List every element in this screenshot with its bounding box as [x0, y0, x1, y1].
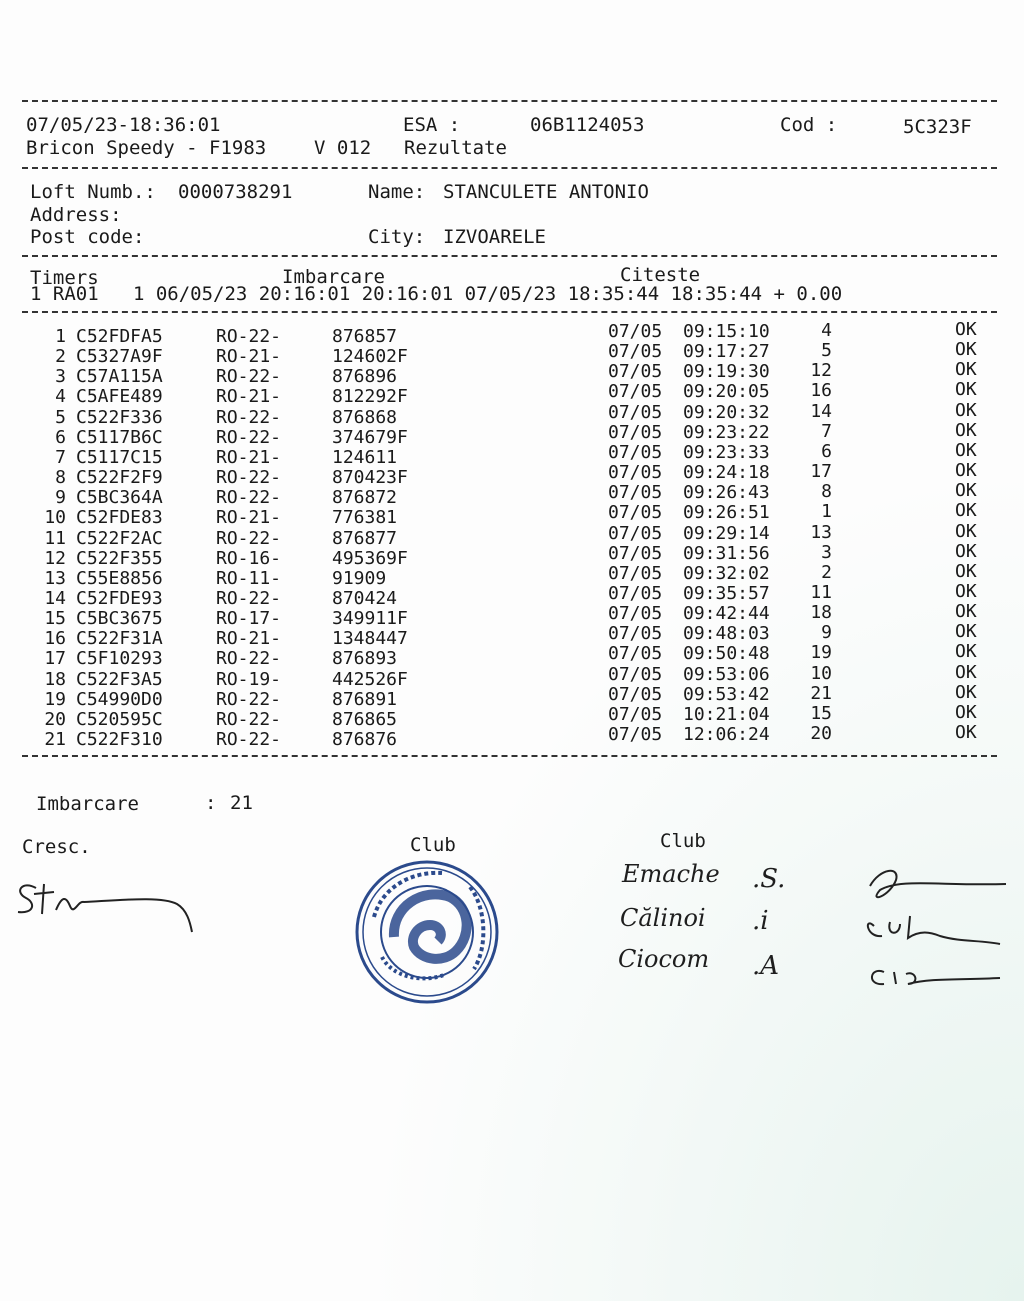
row-chip-id: C522F31A — [76, 628, 163, 650]
row-status: OK — [955, 580, 977, 602]
row-chip-id: C52FDFA5 — [76, 326, 163, 347]
table-row — [0, 379, 1024, 408]
row-ring-number: 495369F — [332, 547, 408, 569]
row-index: 10 — [44, 507, 66, 529]
imbarcare-total-value: 21 — [230, 792, 253, 814]
row-date: 07/05 — [608, 663, 663, 685]
row-position: 9 — [821, 622, 832, 644]
row-ring-number: 876876 — [332, 729, 398, 750]
row-time: 09:29:14 — [683, 522, 770, 544]
cod-label: Cod : — [780, 114, 838, 136]
row-index: 7 — [55, 446, 66, 468]
row-date: 07/05 — [608, 401, 663, 423]
row-status: OK — [955, 560, 977, 582]
row-position: 8 — [821, 481, 832, 503]
row-ring-prefix: RO-16- — [216, 547, 282, 569]
row-position: 21 — [810, 682, 832, 704]
row-index: 15 — [44, 608, 66, 630]
row-ring-number: 1348447 — [332, 628, 408, 650]
row-position: 17 — [810, 461, 832, 483]
row-date: 07/05 — [608, 724, 663, 745]
imbarcare-total-sep: : — [205, 792, 217, 814]
club-label-right: Club — [660, 830, 706, 852]
row-ring-prefix: RO-21- — [216, 446, 282, 468]
row-index: 1 — [55, 326, 66, 347]
table-row — [0, 540, 1024, 569]
row-ring-prefix: RO-22- — [216, 487, 282, 509]
row-position: 6 — [821, 440, 832, 462]
row-status: OK — [955, 681, 977, 703]
name-label: Name: — [368, 181, 426, 203]
row-time: 09:23:33 — [683, 441, 770, 463]
row-ring-number: 776381 — [332, 507, 398, 529]
table-row — [0, 439, 1024, 468]
row-time: 09:31:56 — [683, 542, 770, 564]
row-chip-id: C522F336 — [76, 406, 163, 428]
row-ring-prefix: RO-22- — [216, 366, 282, 388]
row-ring-number: 876893 — [332, 648, 398, 670]
table-row — [0, 419, 1024, 448]
row-ring-number: 876857 — [332, 326, 398, 347]
row-position: 4 — [821, 320, 832, 341]
row-ring-number: 870423F — [332, 467, 408, 489]
row-status: OK — [955, 480, 977, 502]
row-date: 07/05 — [608, 522, 663, 544]
row-index: 8 — [55, 467, 66, 489]
row-index: 20 — [44, 708, 66, 730]
device-version: V 012 — [314, 137, 372, 159]
row-ring-prefix: RO-21- — [216, 628, 282, 650]
row-ring-number: 442526F — [332, 668, 408, 690]
row-position: 13 — [810, 521, 832, 543]
separator — [22, 311, 997, 313]
loft-number: 0000738291 — [178, 181, 293, 203]
row-position: 5 — [821, 340, 832, 362]
row-date: 07/05 — [608, 341, 663, 363]
row-index: 2 — [55, 346, 66, 368]
row-date: 07/05 — [608, 582, 663, 604]
fancier-name: STANCULETE ANTONIO — [443, 181, 649, 203]
row-ring-prefix: RO-21- — [216, 507, 282, 529]
table-row — [0, 681, 1024, 710]
row-status: OK — [955, 319, 977, 340]
separator — [22, 755, 997, 757]
row-date: 07/05 — [608, 441, 663, 463]
imbarcare-total-label: Imbarcare — [36, 793, 139, 815]
row-time: 12:06:24 — [683, 724, 770, 745]
row-date: 07/05 — [608, 542, 663, 564]
esa-label: ESA : — [403, 114, 461, 136]
committee-initial-1: .S. — [752, 864, 786, 894]
row-position: 16 — [810, 380, 832, 402]
print-datetime: 07/05/23-18:36:01 — [26, 114, 221, 136]
row-status: OK — [955, 379, 977, 401]
table-row — [0, 661, 1024, 690]
row-ring-number: 876896 — [332, 366, 398, 388]
row-ring-prefix: RO-22- — [216, 406, 282, 428]
row-time: 09:50:48 — [683, 643, 770, 665]
row-position: 7 — [821, 420, 832, 442]
row-time: 09:53:42 — [683, 683, 770, 705]
row-date: 07/05 — [608, 361, 663, 383]
separator — [22, 167, 997, 169]
committee-name-3: Ciocom — [618, 945, 710, 973]
row-ring-number: 91909 — [332, 567, 387, 589]
row-index: 13 — [44, 567, 66, 589]
row-ring-number: 124602F — [332, 346, 408, 368]
row-time: 09:19:30 — [683, 361, 770, 383]
row-index: 4 — [55, 386, 66, 408]
row-chip-id: C54990D0 — [76, 688, 163, 710]
row-chip-id: C5BC364A — [76, 487, 163, 509]
row-chip-id: C5117B6C — [76, 426, 163, 448]
row-status: OK — [955, 701, 977, 723]
row-position: 1 — [821, 501, 832, 523]
loft-label: Loft Numb.: — [30, 181, 156, 203]
row-status: OK — [955, 339, 977, 361]
row-ring-prefix: RO-19- — [216, 668, 282, 690]
row-date: 07/05 — [608, 643, 663, 665]
club-stamp — [352, 857, 502, 1007]
breeder-signature — [12, 870, 202, 940]
row-chip-id: C52FDE93 — [76, 587, 163, 609]
row-index: 5 — [55, 406, 66, 428]
committee-initial-3: .A — [752, 951, 780, 981]
row-ring-prefix: RO-21- — [216, 346, 282, 368]
row-date: 07/05 — [608, 703, 663, 725]
separator — [22, 255, 997, 257]
row-date: 07/05 — [608, 421, 663, 443]
row-status: OK — [955, 540, 977, 562]
row-chip-id: C520595C — [76, 708, 163, 730]
row-ring-prefix: RO-22- — [216, 426, 282, 448]
row-chip-id: C5AFE489 — [76, 386, 163, 408]
row-position: 14 — [810, 400, 832, 422]
esa-value: 06B1124053 — [530, 114, 645, 136]
row-time: 09:17:27 — [683, 341, 770, 363]
row-index: 9 — [55, 487, 66, 509]
separator — [22, 100, 997, 102]
row-date: 07/05 — [608, 321, 663, 342]
row-index: 12 — [44, 547, 66, 569]
document-type: Rezultate — [404, 137, 507, 159]
row-time: 09:20:05 — [683, 381, 770, 403]
row-ring-number: 349911F — [332, 608, 408, 630]
address-label: Address: — [30, 204, 122, 226]
table-row — [0, 359, 1024, 388]
row-status: OK — [955, 359, 977, 381]
row-chip-id: C5117C15 — [76, 446, 163, 468]
row-time: 09:26:51 — [683, 502, 770, 524]
row-chip-id: C5327A9F — [76, 346, 163, 368]
committee-name-1: Emache — [622, 860, 720, 888]
table-row — [0, 399, 1024, 428]
row-chip-id: C522F2F9 — [76, 467, 163, 489]
row-ring-prefix: RO-22- — [216, 527, 282, 549]
row-position: 15 — [810, 702, 832, 724]
row-status: OK — [955, 460, 977, 482]
row-ring-number: 876877 — [332, 527, 398, 549]
row-time: 09:48:03 — [683, 623, 770, 645]
row-ring-prefix: RO-22- — [216, 688, 282, 710]
row-status: OK — [955, 520, 977, 542]
row-status: OK — [955, 500, 977, 522]
committee-signatures — [860, 860, 1010, 1000]
row-time: 09:24:18 — [683, 462, 770, 484]
row-date: 07/05 — [608, 462, 663, 484]
row-position: 20 — [810, 723, 832, 744]
table-row — [0, 601, 1024, 630]
timer-line: 1 RA01 1 06/05/23 20:16:01 20:16:01 07/05/23 18:35:44 18:35:44 + 0.00 — [30, 283, 843, 305]
row-position: 18 — [810, 602, 832, 624]
table-row — [0, 319, 1024, 347]
row-ring-prefix: RO-21- — [216, 386, 282, 408]
row-ring-prefix: RO-17- — [216, 608, 282, 630]
row-chip-id: C5BC3675 — [76, 608, 163, 630]
row-ring-number: 812292F — [332, 386, 408, 408]
row-ring-number: 870424 — [332, 587, 398, 609]
row-date: 07/05 — [608, 482, 663, 504]
row-time: 09:20:32 — [683, 401, 770, 423]
row-index: 11 — [44, 527, 66, 549]
row-date: 07/05 — [608, 603, 663, 625]
row-date: 07/05 — [608, 623, 663, 645]
row-ring-prefix: RO-11- — [216, 567, 282, 589]
committee-name-2: Călinoi — [620, 904, 706, 932]
timers-label: Timers — [30, 267, 99, 289]
table-row — [0, 621, 1024, 650]
row-ring-prefix: RO-22- — [216, 648, 282, 670]
row-index: 6 — [55, 426, 66, 448]
committee-initial-2: .i — [752, 906, 769, 936]
row-time: 09:15:10 — [683, 321, 770, 342]
citeste-heading: Citeste — [620, 264, 701, 286]
row-chip-id: C5F10293 — [76, 648, 163, 670]
row-time: 09:35:57 — [683, 582, 770, 604]
table-row — [0, 460, 1024, 489]
row-status: OK — [955, 722, 977, 743]
device-name: Bricon Speedy - F1983 — [26, 137, 267, 159]
row-position: 10 — [810, 662, 832, 684]
row-position: 2 — [821, 561, 832, 583]
row-date: 07/05 — [608, 683, 663, 705]
row-position: 12 — [810, 360, 832, 382]
row-chip-id: C522F3A5 — [76, 668, 163, 690]
row-ring-number: 124611 — [332, 446, 398, 468]
cresc-label: Cresc. — [22, 836, 91, 858]
row-time: 09:53:06 — [683, 663, 770, 685]
row-position: 3 — [821, 541, 832, 563]
table-row — [0, 641, 1024, 670]
table-row — [0, 701, 1024, 730]
city-value: IZVOARELE — [443, 226, 546, 248]
row-chip-id: C522F2AC — [76, 527, 163, 549]
row-ring-prefix: RO-22- — [216, 729, 282, 750]
postcode-label: Post code: — [30, 226, 145, 248]
row-time: 10:21:04 — [683, 703, 770, 725]
table-row — [0, 560, 1024, 589]
row-status: OK — [955, 439, 977, 461]
row-index: 14 — [44, 587, 66, 609]
row-time: 09:42:44 — [683, 603, 770, 625]
table-row — [0, 339, 1024, 368]
row-ring-prefix: RO-22- — [216, 587, 282, 609]
row-index: 17 — [44, 648, 66, 670]
row-time: 09:32:02 — [683, 562, 770, 584]
imbarcare-heading: Imbarcare — [282, 266, 385, 288]
row-ring-prefix: RO-22- — [216, 326, 282, 347]
row-date: 07/05 — [608, 562, 663, 584]
table-row — [0, 480, 1024, 509]
row-chip-id: C522F310 — [76, 729, 163, 750]
row-ring-number: 876865 — [332, 708, 398, 730]
row-status: OK — [955, 399, 977, 421]
row-ring-number: 876872 — [332, 487, 398, 509]
row-position: 19 — [810, 642, 832, 664]
cod-value: 5C323F — [903, 116, 972, 138]
row-status: OK — [955, 621, 977, 643]
row-index: 16 — [44, 628, 66, 650]
row-position: 11 — [810, 581, 832, 603]
table-row — [0, 520, 1024, 549]
row-ring-number: 876868 — [332, 406, 398, 428]
club-label-left: Club — [410, 834, 456, 856]
table-row — [0, 580, 1024, 609]
row-ring-number: 374679F — [332, 426, 408, 448]
row-ring-prefix: RO-22- — [216, 467, 282, 489]
row-chip-id: C52FDE83 — [76, 507, 163, 529]
row-time: 09:23:22 — [683, 421, 770, 443]
city-label: City: — [368, 226, 426, 248]
row-status: OK — [955, 601, 977, 623]
table-row — [0, 500, 1024, 529]
row-ring-prefix: RO-22- — [216, 708, 282, 730]
row-index: 19 — [44, 688, 66, 710]
row-status: OK — [955, 661, 977, 683]
row-date: 07/05 — [608, 502, 663, 524]
row-chip-id: C57A115A — [76, 366, 163, 388]
row-chip-id: C55E8856 — [76, 567, 163, 589]
row-status: OK — [955, 641, 977, 663]
row-ring-number: 876891 — [332, 688, 398, 710]
row-date: 07/05 — [608, 381, 663, 403]
row-index: 18 — [44, 668, 66, 690]
row-time: 09:26:43 — [683, 482, 770, 504]
row-status: OK — [955, 419, 977, 441]
row-index: 21 — [44, 729, 66, 750]
row-index: 3 — [55, 366, 66, 388]
table-row — [0, 722, 1024, 750]
row-chip-id: C522F355 — [76, 547, 163, 569]
